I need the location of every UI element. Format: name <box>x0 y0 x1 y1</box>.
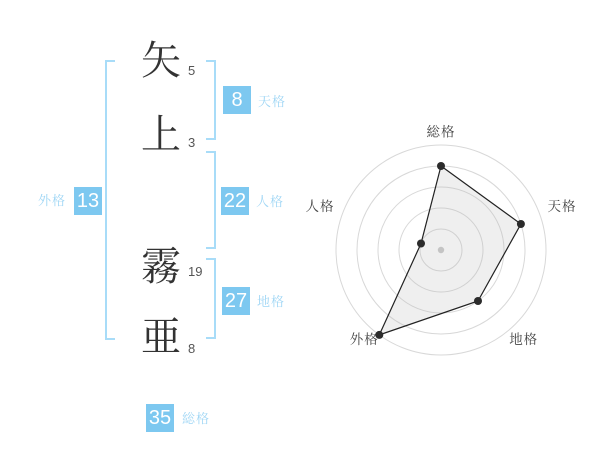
radar-data-point <box>437 162 445 170</box>
tenkaku-label: 天格 <box>258 94 287 109</box>
radar-center-dot <box>438 247 444 253</box>
radar-axis-label: 人格 <box>305 198 335 214</box>
gaikaku-bracket <box>105 60 115 340</box>
soukaku-label: 総格 <box>182 411 211 426</box>
radar-axis-label: 地格 <box>509 332 539 348</box>
radar-axis-label: 天格 <box>547 198 577 214</box>
chikaku-label: 地格 <box>257 294 286 309</box>
jinkaku-label: 人格 <box>256 194 285 209</box>
radar-axis-label: 外格 <box>349 332 379 348</box>
radar-axis-label: 総格 <box>426 124 456 140</box>
stroke-count-4: 8 <box>188 341 196 356</box>
radar-data-point <box>474 297 482 305</box>
name-char-4: 亜 <box>141 315 181 359</box>
soukaku-value-badge: 35 <box>146 404 174 432</box>
chikaku-bracket <box>206 258 216 339</box>
jinkaku-value-badge: 22 <box>221 187 249 215</box>
name-char-2: 上 <box>141 113 181 157</box>
stroke-count-3: 19 <box>188 264 203 279</box>
stroke-count-1: 5 <box>188 63 196 78</box>
radar-data-point <box>517 220 525 228</box>
radar-chart <box>291 115 591 365</box>
chikaku-value-badge: 27 <box>222 287 250 315</box>
tenkaku-value-badge: 8 <box>223 86 251 114</box>
stroke-count-2: 3 <box>188 135 196 150</box>
radar-data-point <box>417 240 425 248</box>
tenkaku-bracket <box>206 60 216 140</box>
jinkaku-bracket <box>206 151 216 249</box>
gaikaku-label: 外格 <box>38 193 67 208</box>
gaikaku-value-badge: 13 <box>74 187 102 215</box>
name-char-3: 霧 <box>141 245 181 289</box>
name-char-1: 矢 <box>141 39 181 83</box>
